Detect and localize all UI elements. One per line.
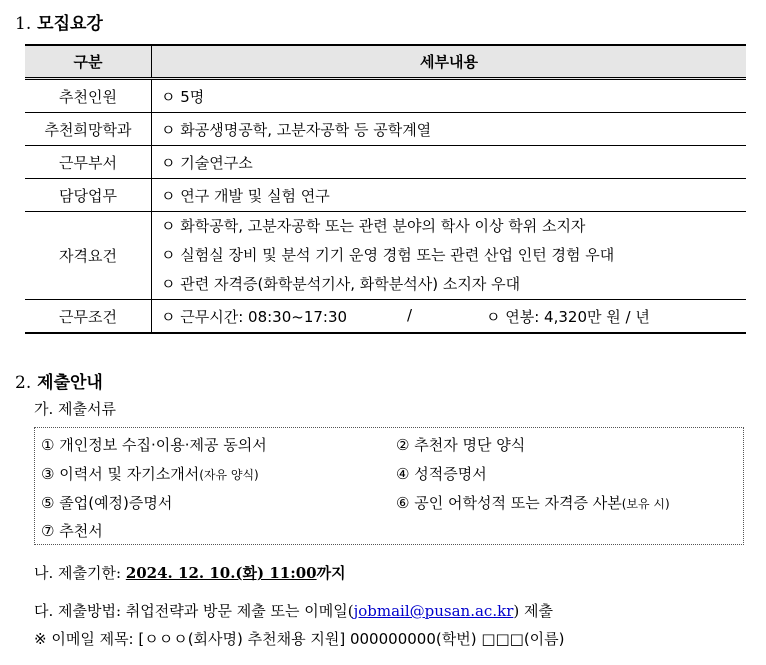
row-value: ㅇ 기술연구소 <box>152 146 747 179</box>
document-number: ⑤ <box>41 494 55 512</box>
recruitment-table <box>25 44 746 334</box>
deadline-date: 2024. 12. 10.(화) 11:00 <box>125 564 317 582</box>
document-text: 개인정보 수집·이용·제공 동의서 <box>59 436 267 454</box>
method-line <box>34 600 553 621</box>
table-row <box>25 113 746 146</box>
row-label: 추천희망학과 <box>25 113 152 146</box>
qualification-line: ㅇ 화학공학, 고분자공학 또는 관련 분야의 학사 이상 학위 소지자 <box>161 217 586 235</box>
header-category: 구분 <box>25 45 152 79</box>
document-text: 추천서 <box>59 522 103 540</box>
document-text: 성적증명서 <box>414 465 487 483</box>
qualification-line: ㅇ 관련 자격증(화학분석기사, 화학분석사) 소지자 우대 <box>161 275 521 293</box>
qualification-line: ㅇ 실험실 장비 및 분석 기기 운영 경험 또는 관련 산업 인턴 경험 우대 <box>161 246 615 264</box>
document-number: ① <box>41 436 55 454</box>
document-item <box>396 434 525 455</box>
section1-number: 1. <box>15 14 32 34</box>
method-suffix: ) 제출 <box>513 602 553 620</box>
document-text: 졸업(예정)증명서 <box>59 494 173 512</box>
document-text: 추천자 명단 양식 <box>414 436 526 454</box>
section2-heading <box>15 368 103 393</box>
section2-title: 제출안내 <box>37 373 103 393</box>
document-number: ② <box>396 436 410 454</box>
document-number: ③ <box>41 465 55 483</box>
section1-title: 모집요강 <box>37 14 103 34</box>
document-item <box>41 520 103 541</box>
table-row <box>25 146 746 179</box>
deadline-label: 나. 제출기한: <box>34 564 126 582</box>
document-item <box>396 492 670 513</box>
document-number: ⑦ <box>41 522 55 540</box>
row-label: 근무조건 <box>25 300 152 334</box>
table-row <box>25 300 746 334</box>
row-value: ㅇ 5명 <box>152 79 747 113</box>
document-item <box>41 463 259 484</box>
header-details: 세부내용 <box>152 45 747 79</box>
document-item <box>41 492 172 513</box>
section2-number: 2. <box>15 373 32 393</box>
salary: ㅇ 연봉: 4,320만 원 / 년 <box>486 308 650 326</box>
documents-box <box>34 427 744 545</box>
document-note: (보유 시) <box>621 497 670 511</box>
deadline-line <box>34 562 346 583</box>
section1-heading <box>15 9 103 34</box>
document-item <box>396 463 487 484</box>
condition-separator: / <box>407 306 413 324</box>
document-text: 이력서 및 자기소개서 <box>59 465 200 483</box>
document-text: 공인 어학성적 또는 자격증 사본 <box>414 494 622 512</box>
row-value <box>152 300 747 334</box>
method-label: 다. 제출방법: 취업전략과 방문 제출 또는 이메일( <box>34 602 354 620</box>
table-header-row <box>25 45 746 79</box>
row-label: 자격요건 <box>25 212 152 300</box>
row-value <box>152 212 747 300</box>
table-row <box>25 212 746 300</box>
document-item <box>41 434 267 455</box>
row-label: 추천인원 <box>25 79 152 113</box>
table-row <box>25 179 746 212</box>
work-hours: ㅇ 근무시간: 08:30~17:30 <box>161 308 348 326</box>
email-subject-note: ※ 이메일 제목: [ㅇㅇㅇ(회사명) 추천채용 지원] 000000000(학번) □□□(이름) <box>34 630 565 648</box>
row-value: ㅇ 연구 개발 및 실험 연구 <box>152 179 747 212</box>
document-number: ⑥ <box>396 494 410 512</box>
document-number: ④ <box>396 465 410 483</box>
document-note: (자유 양식) <box>199 468 259 482</box>
row-label: 근무부서 <box>25 146 152 179</box>
row-value: ㅇ 화공생명공학, 고분자공학 등 공학계열 <box>152 113 747 146</box>
deadline-suffix: 까지 <box>316 564 346 582</box>
email-link[interactable]: jobmail@pusan.ac.kr <box>353 602 514 620</box>
documents-label: 가. 제출서류 <box>34 400 116 418</box>
table-row <box>25 79 746 113</box>
row-label: 담당업무 <box>25 179 152 212</box>
